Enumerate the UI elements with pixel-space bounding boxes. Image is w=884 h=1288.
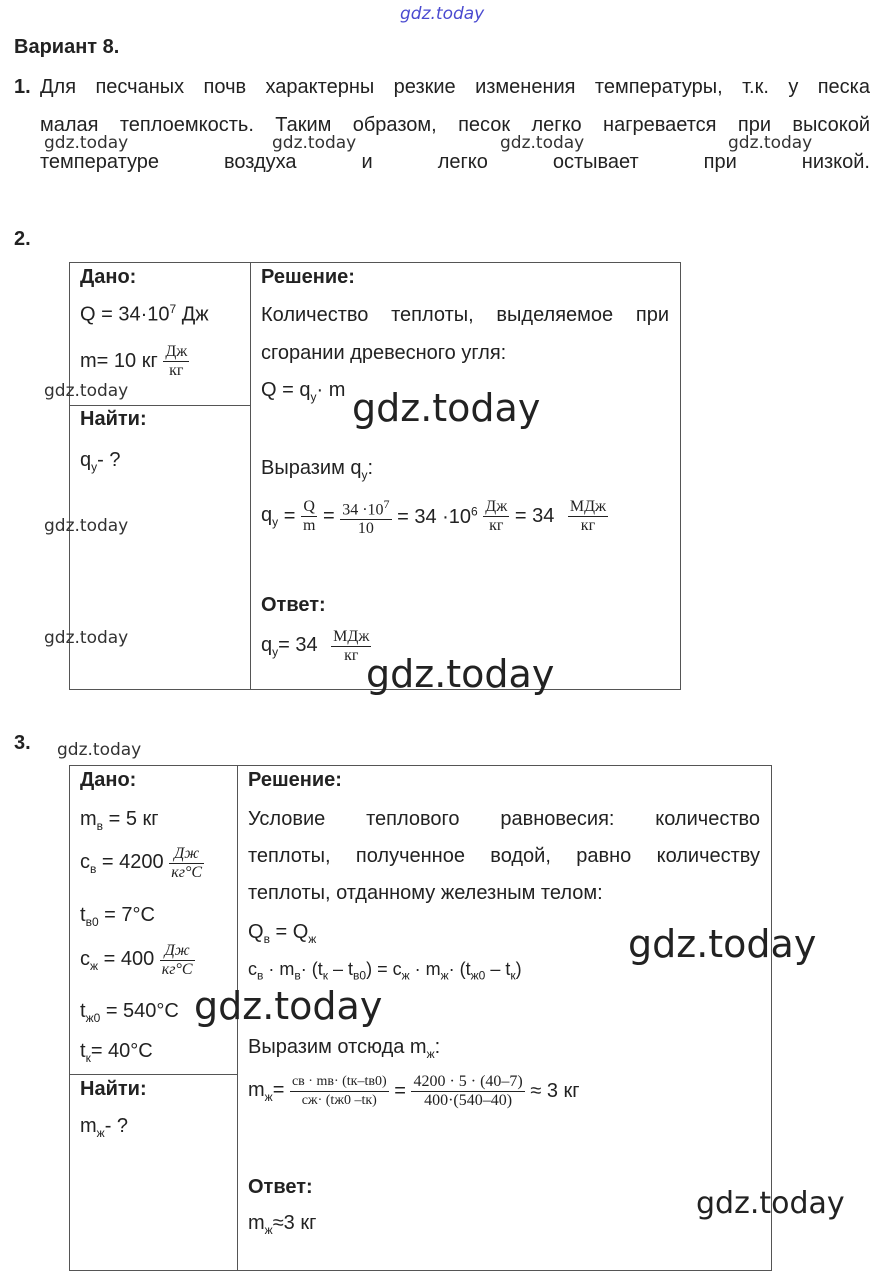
task2-solution-label: Решение: xyxy=(261,266,355,288)
task3-given-mv: $m_в = 5$ кг xyxy=(80,808,159,833)
task2-number: 2. xyxy=(14,228,31,250)
task2-divider xyxy=(250,262,251,689)
task3-equation1: $Q_в = Q_ж$ xyxy=(248,921,317,946)
task3-given-cv: $c_в = 4200$ $\frac{Дж}{кг^\circ C}$ xyxy=(80,845,203,881)
task2-formula: $Q = q_у\cdot m$ xyxy=(261,379,346,404)
task3-given-divider xyxy=(69,1074,237,1075)
task2-answer-label: Ответ: xyxy=(261,594,326,616)
task3-given-cz: $c_ж = 400$ $\frac{Дж}{кг^\circ C}$ xyxy=(80,942,193,978)
task2-find-label: Найти: xyxy=(80,408,147,430)
task3-solution-label: Решение: xyxy=(248,769,342,791)
task3-sol-line1: Условие теплового равновесия: количество xyxy=(248,808,760,830)
task3-sol-line3: теплоты, отданному железным телом: xyxy=(248,882,603,904)
watermark-big: gdz.today xyxy=(366,652,555,696)
task3-given-tk: $t_к= 40^\circ C$ xyxy=(80,1040,153,1065)
task3-find-value: $m_ж-$ ? xyxy=(80,1115,129,1140)
task3-number: 3. xyxy=(14,732,31,754)
unit-fraction: $\frac{Дж}{кг}$ xyxy=(165,343,188,379)
task2-find-value: $q_у-$ ? xyxy=(80,449,121,474)
task3-calculation: $m_ж=$ $\frac{cв \cdot mв\cdot (tк-tв0)}{cж\cdot (tж0 -tк)}$ = $\frac{4200 \cdot 5 \cdot (40-7)}{400\cdot(540-40)}$ ≈ 3 кг xyxy=(248,1073,580,1109)
task1-line3: температуре воздуха и легко остывает при низкой. xyxy=(40,151,870,173)
watermark: gdz.today xyxy=(272,133,357,153)
task1-line1: Для песчаных почв характерны резкие изменения температуры, т.к. у песка xyxy=(40,76,870,98)
watermark-big: gdz.today xyxy=(352,386,541,430)
task3-equation2: $c_в \cdot m_в\cdot (t_к - t_{в0}) = c_ж \cdot m_ж\cdot (t_{ж0} - t_к)$ xyxy=(248,959,522,983)
task2-given-m: m= 10 кг $\frac{Дж}{кг}$ xyxy=(80,343,188,379)
task3-answer-label: Ответ: xyxy=(248,1176,313,1198)
task1-number: 1. xyxy=(14,76,31,98)
task3-find-label: Найти: xyxy=(80,1078,147,1100)
task3-given-tv0: $t_{в0} = 7^\circ C$ xyxy=(80,904,155,929)
task2-sol-line1: Количество теплоты, выделяемое при xyxy=(261,304,669,326)
watermark-big: gdz.today xyxy=(628,922,817,966)
watermark: gdz.today xyxy=(57,740,142,760)
watermark: gdz.today xyxy=(44,628,129,648)
task2-given-q: $Q = 34\cdot 10^7$ Дж xyxy=(80,302,209,326)
task3-given-label: Дано: xyxy=(80,769,137,791)
task2-given-divider xyxy=(69,405,250,406)
watermark: gdz.today xyxy=(500,133,585,153)
watermark: gdz.today xyxy=(44,381,129,401)
task3-sol-line2: теплоты, полученное водой, равно количеству xyxy=(248,845,760,867)
watermark-top: gdz.today xyxy=(400,4,485,24)
task3-given-tz0: $t_{ж0} = 540^\circ C$ xyxy=(80,1000,179,1025)
watermark: gdz.today xyxy=(44,133,129,153)
page-title: Вариант 8. xyxy=(14,36,120,58)
watermark: gdz.today xyxy=(44,516,129,536)
task2-sol-line2: сгорании древесного угля: xyxy=(261,342,507,364)
watermark-big: gdz.today xyxy=(194,984,383,1028)
watermark: gdz.today xyxy=(728,133,813,153)
task2-express: Выразим $q_у$: xyxy=(261,457,374,482)
task3-answer: $m_ж\approx 3$ кг xyxy=(248,1212,317,1237)
task3-express: Выразим отсюда $m_ж$: xyxy=(248,1036,441,1061)
task2-answer: $q_у= 34$ $\frac{\text{МДж}}{кг}$ xyxy=(261,628,370,664)
task1-line2: малая теплоемкость. Таким образом, песок легко нагревается при высокой xyxy=(40,114,870,136)
task2-given-label: Дано: xyxy=(80,266,137,288)
watermark-medium: gdz.today xyxy=(696,1186,845,1221)
task2-calculation: $q_у$ = $\frac{Q}{m}$ = $\frac{34 \cdot 10^7}{10}$ = $34 \cdot 10^6$ $\frac{Дж}{кг}$ = 34 $\frac{\text{МДж}}{кг}$ xyxy=(261,497,607,538)
